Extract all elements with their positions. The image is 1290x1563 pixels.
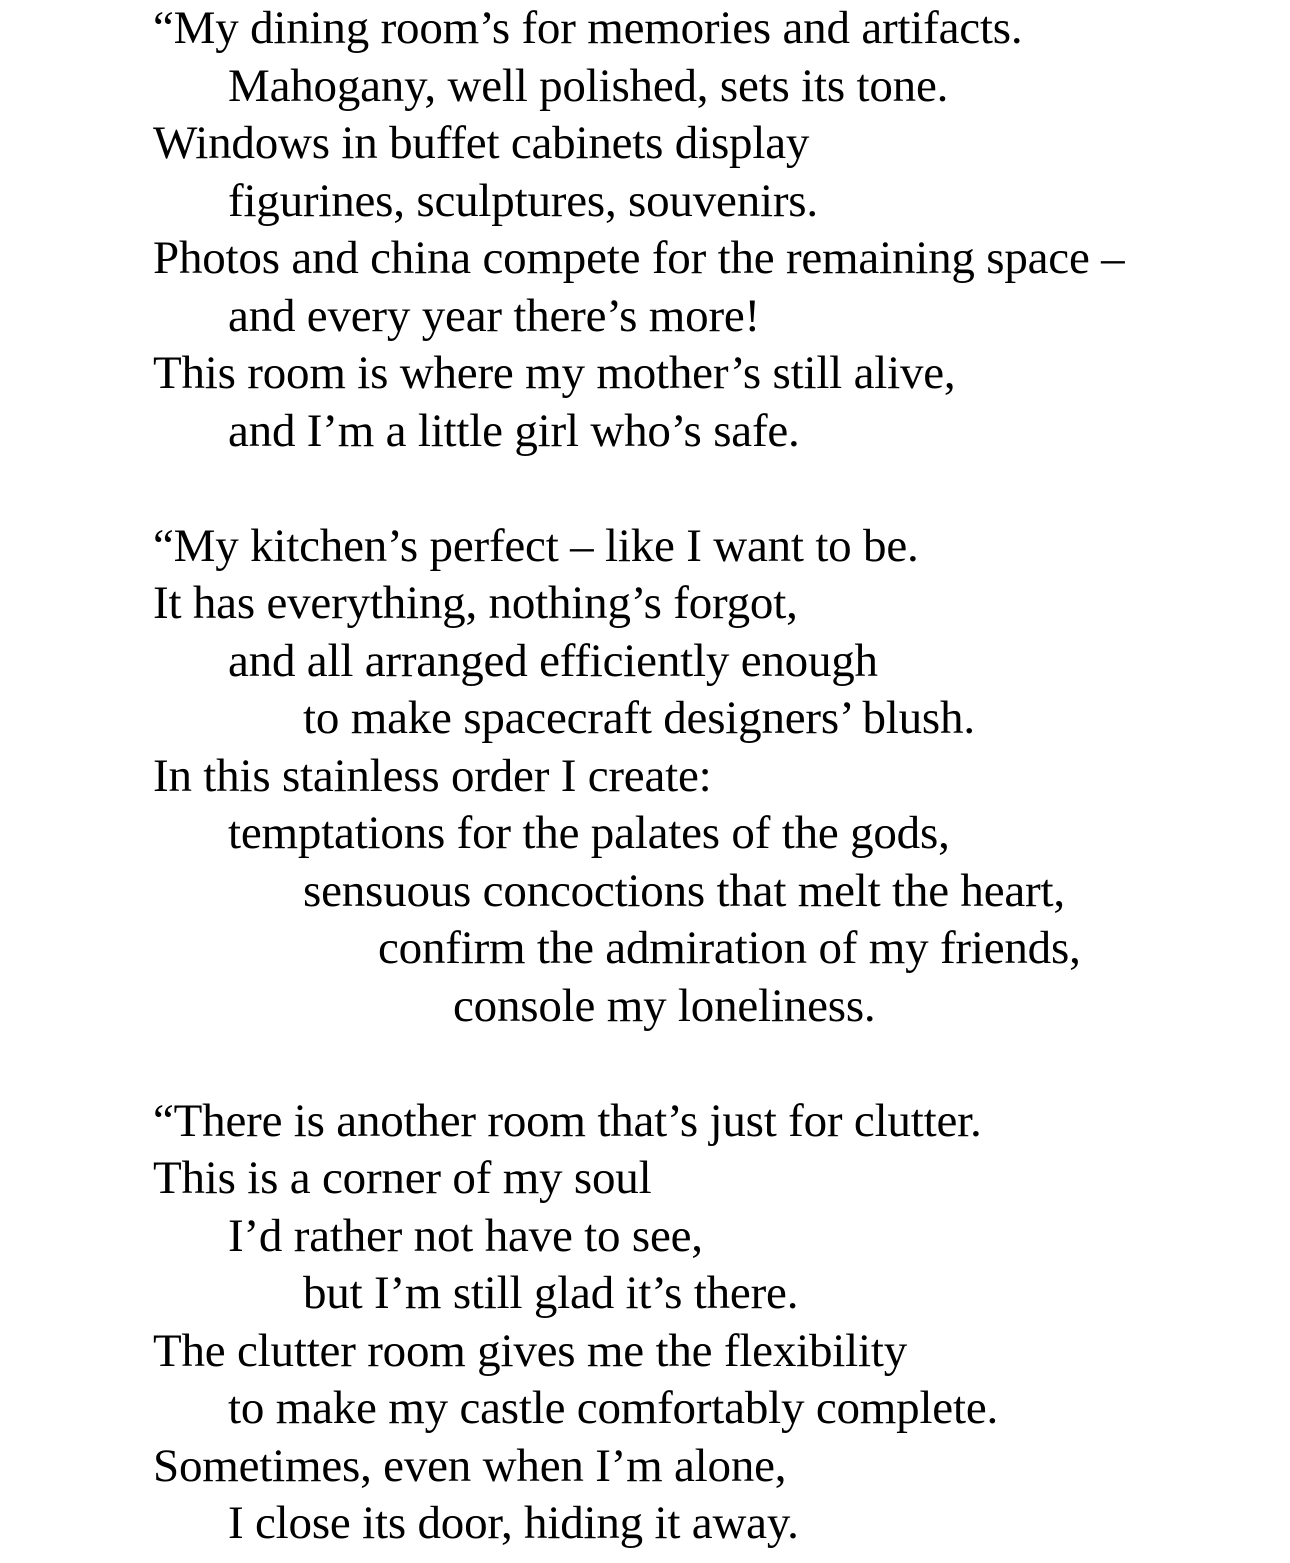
poem-line: figurines, sculptures, souvenirs. bbox=[228, 175, 818, 227]
poem-line: “My dining room’s for memories and artifacts. bbox=[153, 2, 1023, 54]
poem-line: to make spacecraft designers’ blush. bbox=[303, 692, 975, 744]
poem-line: The clutter room gives me the flexibility bbox=[153, 1325, 908, 1377]
poem-line: and all arranged efficiently enough bbox=[228, 635, 878, 687]
poem-line: sensuous concoctions that melt the heart, bbox=[303, 865, 1065, 917]
poem-line: and every year there’s more! bbox=[228, 290, 761, 342]
poem-line: It has everything, nothing’s forgot, bbox=[153, 577, 798, 629]
poem-line: Sometimes, even when I’m alone, bbox=[153, 1440, 787, 1492]
poem-line: Mahogany, well polished, sets its tone. bbox=[228, 60, 949, 112]
poem-line: console my loneliness. bbox=[453, 980, 876, 1032]
poem-line: and I’m a little girl who’s safe. bbox=[228, 405, 800, 457]
poem-line: I close its door, hiding it away. bbox=[228, 1497, 799, 1549]
poem-line: “There is another room that’s just for clutter. bbox=[153, 1095, 982, 1147]
poem-line: This is a corner of my soul bbox=[153, 1152, 652, 1204]
poem-line: “My kitchen’s perfect – like I want to be. bbox=[153, 520, 919, 572]
poem-line: Windows in buffet cabinets display bbox=[153, 117, 810, 169]
poem-line: but I’m still glad it’s there. bbox=[303, 1267, 799, 1319]
poem-line: to make my castle comfortably complete. bbox=[228, 1382, 999, 1434]
poem-line: temptations for the palates of the gods, bbox=[228, 807, 950, 859]
poem-line: This room is where my mother’s still alive, bbox=[153, 347, 956, 399]
poem-line: In this stainless order I create: bbox=[153, 750, 712, 802]
poem-line: I’d rather not have to see, bbox=[228, 1210, 703, 1262]
poem-line: confirm the admiration of my friends, bbox=[378, 922, 1081, 974]
poem-line: Photos and china compete for the remaining space – bbox=[153, 232, 1125, 284]
